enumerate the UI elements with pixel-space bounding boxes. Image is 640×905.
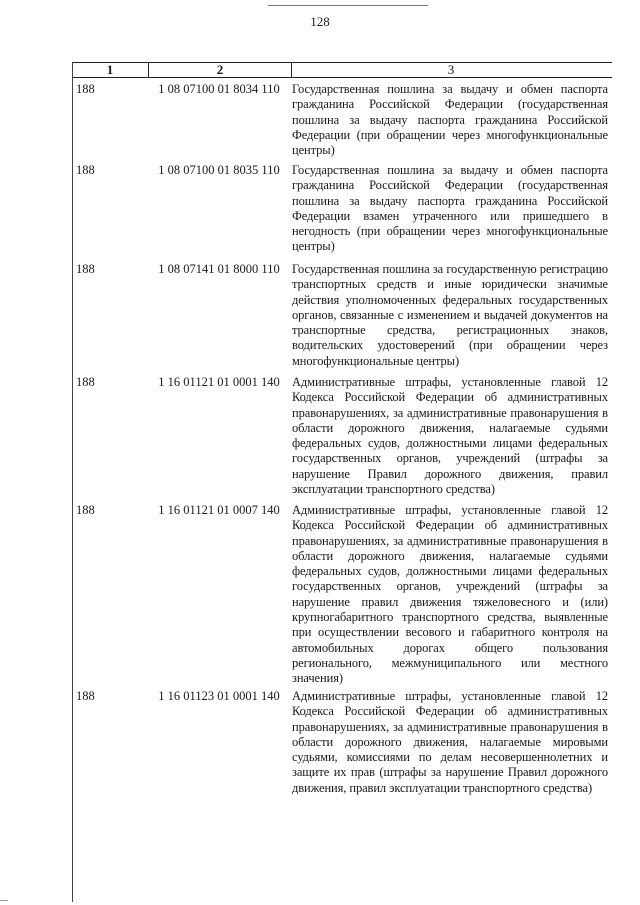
header-col-1: 1 [106, 62, 114, 77]
row-description: Административные штрафы, установленные главой 12 Кодекса Российской Федерации об административных правонарушениях, за административные правонарушения в области дорожного движения, налагаемые судьями федеральных судов, должностными лицами федеральных государственных органов, учреждений (штрафы за нарушение Правил дорожного движения, правил эксплуатации транспортного средства) [292, 375, 608, 497]
admin-code: 188 [76, 503, 95, 517]
budget-code: 1 16 01121 01 0007 140 [158, 503, 280, 517]
admin-code: 188 [76, 163, 95, 177]
row-description: Административные штрафы, установленные главой 12 Кодекса Российской Федерации об административных правонарушениях, за административные правонарушения в области дорожного движения, налагаемые судьями федеральных судов, должностными лицами федеральных государственных органов, учреждений (штрафы за нарушение правил движения тяжеловесного и (или) крупногабаритного транспортного средства, выявленные при осуществлении весового и габаритного контроля на автомобильных дорогах общего пользования регионального, межмуниципального или местного значения) [292, 503, 608, 686]
budget-code: 1 08 07100 01 8034 110 [158, 82, 280, 96]
page-number: 128 [310, 14, 330, 29]
top-rule [268, 5, 428, 6]
admin-code: 188 [76, 262, 95, 276]
admin-code: 188 [76, 375, 95, 389]
budget-code: 1 08 07141 01 8000 110 [158, 262, 280, 276]
budget-code: 1 16 01123 01 0001 140 [158, 689, 280, 703]
bottom-edge-mark [0, 900, 8, 901]
row-description: Государственная пошлина за выдачу и обмен паспорта гражданина Российской Федерации (государственная пошлина за выдачу паспорта гражданина Российской Федерации (при обращении через многофункциональные центры) [292, 82, 608, 158]
table-header [72, 62, 612, 78]
budget-code: 1 08 07100 01 8035 110 [158, 163, 280, 177]
header-col-3: 3 [447, 62, 455, 77]
admin-code: 188 [76, 82, 95, 96]
header-col-2: 2 [148, 63, 292, 77]
row-description: Государственная пошлина за выдачу и обмен паспорта гражданина Российской Федерации (государственная пошлина за выдачу паспорта гражданина Российской Федерации взамен утраченного или пришедшего в негодность (при обращении через многофункциональные центры) [292, 163, 608, 254]
row-description: Государственная пошлина за государственную регистрацию транспортных средств и иные юридически значимые действия уполномоченных федеральных государственных органов, связанные с изменением и выдачей документов на транспортные средства, регистрационных знаков, водительских удостоверений (при обращении через многофункциональные центры) [292, 262, 608, 368]
budget-code: 1 16 01121 01 0001 140 [158, 375, 280, 389]
row-description: Административные штрафы, установленные главой 12 Кодекса Российской Федерации об административных правонарушениях, за административные правонарушения в области дорожного движения, налагаемые мировыми судьями, комиссиями по делам несовершеннолетних и защите их прав (штрафы за нарушение Правил дорожного движения, правил эксплуатации транспортного средства) [292, 689, 608, 795]
table-left-border [72, 62, 73, 902]
admin-code: 188 [76, 689, 95, 703]
